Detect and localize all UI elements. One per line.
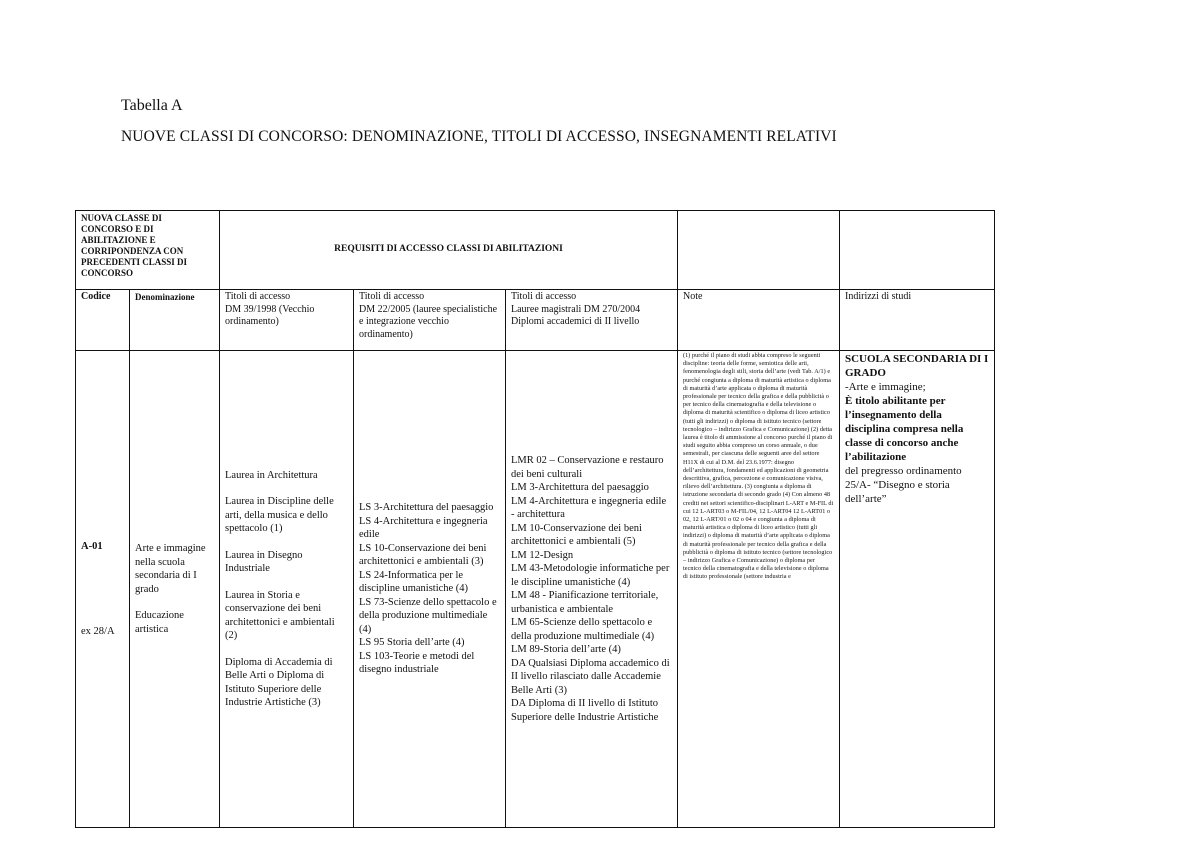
cell-indirizzi bbox=[840, 351, 995, 828]
dm270-item: LM 10-Conservazione dei beni architettonici e ambientali (5) bbox=[511, 522, 642, 547]
cell-note: (1) purché il piano di studi abbia compreso le seguenti discipline: teoria delle forme, semiotica delle arti, fenomenologia degli stili, storia dell’arte (vedi Tab. A/1) e purché congiunta a diploma di maturità artistica o diploma di maturità d’arte applicata o diploma di maturità professionale per tecnico della grafica e della pubblicità o per tecnico della cinematografia e della televisione o diploma di maturità scientifico o diploma di liceo artistico (tutti gli indirizzi) o diploma di istituto tecnico (settore tecnologico – indirizzo Grafica e Comunicazione) (2) detta laurea è titolo di ammissione al concorso purché il piano di studi seguito abbia compreso un corso annuale, o due semestrali, per ciascuna delle seguenti aree del settore H11X di cui al D.M. del 23.6.1977: disegno dell’architettura, fondamenti ed applicazioni di geometria descrittiva, grafica, percezione e comunicazione visiva, rilievo dell’architettura. (3) congiunta a diploma di istruzione secondaria di secondo grado (4) Con almeno 48 crediti nei settori scientifico-disciplinari L-ART e M-FIL di cui 12 L-ART03 o M-FIL/04, 12 L-ART04 12 L-ART01 o 02, 12 L-ART/01 o 02 o 04 e congiunta a diploma di maturità artistica o diploma di liceo artistico (tutti gli indirizzi) o diploma di maturità d’arte applicata o diploma di maturità professionale per tecnico della grafica e della pubblicità o diploma di istituto tecnico (settore tecnologico – indirizzo Grafica e Comunicazione) o diploma per tecnico della cinematografia e della televisione o diploma di istituto professionale (settore industria e bbox=[678, 351, 840, 828]
dm270-item: LM 65-Scienze dello spettacolo e della produzione multimediale (4) bbox=[511, 617, 655, 642]
dm22-item: LS 95 Storia dell’arte (4) bbox=[359, 637, 465, 649]
codice-ex: ex 28/A bbox=[81, 626, 115, 637]
col-denominazione: Denominazione bbox=[130, 290, 220, 351]
cell-codice bbox=[76, 351, 130, 828]
classi-table bbox=[75, 210, 995, 828]
header-empty-note bbox=[678, 211, 840, 290]
cell-dm39 bbox=[220, 351, 354, 828]
col-dm270: Titoli di accesso Lauree magistrali DM 270/2004 Diplomi accademici di II livello bbox=[506, 290, 678, 351]
dm270-item: LM 3-Architettura del paesaggio bbox=[511, 482, 649, 493]
indirizzi-line: -Arte e immagine; bbox=[845, 381, 926, 393]
header-requisiti: REQUISITI DI ACCESSO CLASSI DI ABILITAZIONI bbox=[220, 211, 678, 290]
denominazione-value: Arte e immagine nella scuola secondaria di I grado bbox=[135, 543, 206, 595]
codice-value: A-01 bbox=[81, 540, 103, 552]
dm22-item: LS 73-Scienze dello spettacolo e della produzione multimediale (4) bbox=[359, 596, 497, 635]
dm22-item: LS 24-Informatica per le discipline umanistiche (4) bbox=[359, 569, 469, 595]
dm270-item: LM 43-Metodologie informatiche per le discipline umanistiche (4) bbox=[511, 563, 670, 588]
dm270-item: LM 4-Architettura e ingegneria edile - architettura bbox=[511, 495, 667, 520]
col-dm22: Titoli di accesso DM 22/2005 (lauree specialistiche e integrazione vecchio ordinamento) bbox=[354, 290, 506, 351]
dm22-item: LS 103-Teorie e metodi del disegno industriale bbox=[359, 650, 475, 676]
dm270-item: LM 89-Storia dell’arte (4) bbox=[511, 644, 621, 655]
cell-denominazione bbox=[130, 351, 220, 828]
dm270-item: DA Diploma di II livello di Istituto Superiore delle Industrie Artistiche bbox=[511, 698, 659, 723]
indirizzi-pregresso: del pregresso ordinamento 25/A- “Disegno e storia dell’arte” bbox=[845, 465, 962, 505]
header-nuova-classe: NUOVA CLASSE DI CONCORSO E DI ABILITAZIONE E CORRIPONDENZA CON PRECEDENTI CLASSI DI CONCORSO bbox=[76, 211, 220, 290]
dm22-item: LS 4-Architettura e ingegneria edile bbox=[359, 515, 488, 541]
dm39-item: Laurea in Disegno Industriale bbox=[225, 549, 303, 574]
dm39-item: Laurea in Architettura bbox=[225, 469, 318, 481]
header-empty-indirizzi bbox=[840, 211, 995, 290]
cell-dm270 bbox=[506, 351, 678, 828]
cell-dm22 bbox=[354, 351, 506, 828]
dm270-item: LMR 02 – Conservazione e restauro dei beni culturali bbox=[511, 455, 664, 480]
indirizzi-heading: SCUOLA SECONDARIA DI I GRADO bbox=[845, 353, 989, 379]
document-subtitle: NUOVE CLASSI DI CONCORSO: DENOMINAZIONE, TITOLI DI ACCESSO, INSEGNAMENTI RELATIVI bbox=[121, 128, 837, 145]
denominazione-prev: Educazione artistica bbox=[135, 610, 184, 635]
col-note: Note bbox=[678, 290, 840, 351]
col-codice: Codice bbox=[76, 290, 130, 351]
dm270-item: DA Qualsiasi Diploma accademico di II livello rilasciato dalle Accademie Belle Arti (3) bbox=[511, 657, 670, 696]
dm39-item: Laurea in Discipline delle arti, della musica e dello spettacolo (1) bbox=[225, 496, 334, 534]
dm270-item: LM 12-Design bbox=[511, 549, 574, 561]
col-dm39: Titoli di accesso DM 39/1998 (Vecchio ordinamento) bbox=[220, 290, 354, 351]
dm22-item: LS 10-Conservazione dei beni architettonici e ambientali (3) bbox=[359, 542, 487, 568]
dm22-item: LS 3-Architettura del paesaggio bbox=[359, 502, 494, 514]
dm39-item: Laurea in Storia e conservazione dei beni architettonici e ambientali (2) bbox=[225, 589, 335, 641]
col-indirizzi: Indirizzi di studi bbox=[840, 290, 995, 351]
indirizzi-abilitante: È titolo abilitante per l’insegnamento della disciplina compresa nella classe di concorso anche l’abilitazione bbox=[845, 395, 964, 463]
document-title: Tabella A bbox=[121, 97, 183, 114]
dm39-item: Diploma di Accademia di Belle Arti o Diploma di Istituto Superiore delle Industrie Artistiche (3) bbox=[225, 656, 333, 708]
dm270-item: LM 48 - Pianificazione territoriale, urbanistica e ambientale bbox=[511, 590, 659, 615]
